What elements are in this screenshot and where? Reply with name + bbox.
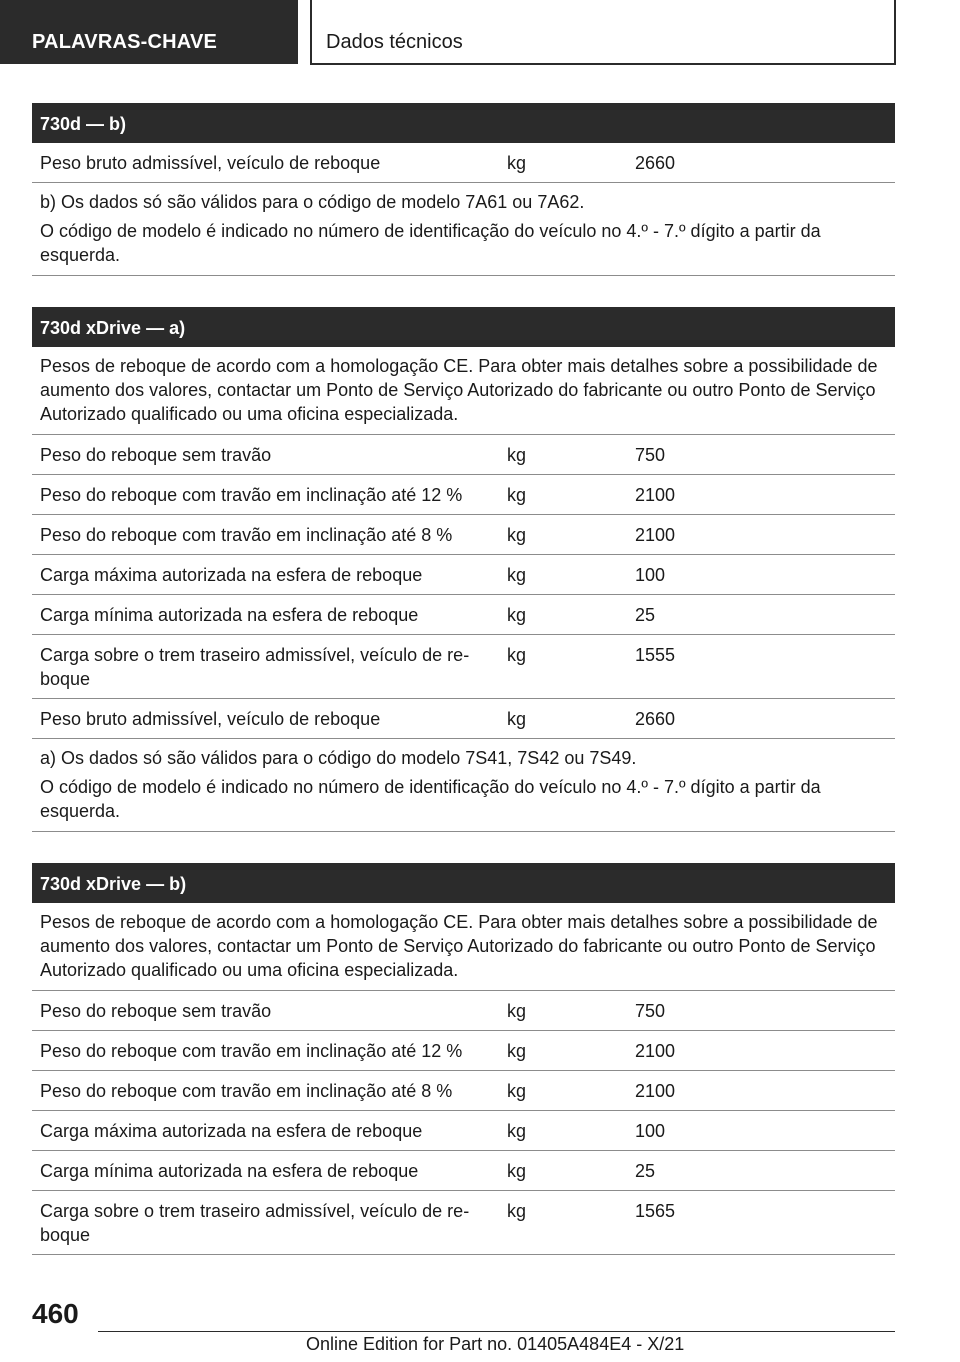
table-row [32,1191,895,1255]
section-730d-xdrive-a [32,307,895,832]
footer-divider [98,1331,895,1332]
row-label: Carga sobre o trem traseiro admissível, veículo de reboque [40,645,470,689]
row-label: Peso do reboque sem travão [40,445,272,465]
row-unit: kg [507,1161,527,1181]
row-value: 750 [635,1001,666,1021]
table-row [32,635,895,699]
row-label: Peso do reboque com travão em inclinação até 8 % [40,525,453,545]
section-notes [32,739,895,832]
row-unit: kg [507,645,527,665]
table-row [32,1071,895,1111]
row-unit: kg [507,1001,527,1021]
note-text: O código de modelo é indicado no número de identificação do veículo no 4.º - 7.º dígito a partir da esquerda. [40,221,821,265]
section-heading: 730d — b) [32,103,895,143]
row-unit: kg [507,1081,527,1101]
table-row [32,475,895,515]
row-value: 2100 [635,525,676,545]
row-value: 750 [635,445,666,465]
row-unit: kg [507,1041,527,1061]
table-row [32,143,895,183]
row-unit: kg [507,605,527,625]
section-heading: 730d xDrive — b) [32,863,895,903]
row-value: 1565 [635,1201,676,1221]
section-intro: Pesos de reboque de acordo com a homologação CE. Para obter mais detalhes sobre a possibilidade de aumento dos valores, contactar um Ponto de Serviço Autorizado do fabricante ou outro Ponto de Serviço Autorizado qualificado ou uma oficina especializada. [32,903,895,991]
row-label: Peso do reboque com travão em inclinação até 8 % [40,1081,453,1101]
row-label: Peso do reboque com travão em inclinação até 12 % [40,485,463,505]
row-unit: kg [507,525,527,545]
row-label: Peso do reboque com travão em inclinação até 12 % [40,1041,463,1061]
note-text: b) Os dados só são válidos para o código de modelo 7A61 ou 7A62. [40,192,585,212]
edition-info: Online Edition for Part no. 01405A484E4 - X/21 [306,1334,685,1354]
row-unit: kg [507,485,527,505]
table-row [32,1151,895,1191]
note-text: O código de modelo é indicado no número de identificação do veículo no 4.º - 7.º dígito a partir da esquerda. [40,777,821,821]
row-value: 100 [635,565,666,585]
row-label: Carga sobre o trem traseiro admissível, veículo de reboque [40,1201,470,1245]
row-unit: kg [507,565,527,585]
section-heading: 730d xDrive — a) [32,307,895,347]
section-notes [32,183,895,276]
row-label: Carga máxima autorizada na esfera de reboque [40,565,423,585]
row-value: 2660 [635,153,676,173]
row-label: Carga mínima autorizada na esfera de reboque [40,1161,419,1181]
row-value: 2100 [635,1081,676,1101]
section-intro: Pesos de reboque de acordo com a homologação CE. Para obter mais detalhes sobre a possibilidade de aumento dos valores, contactar um Ponto de Serviço Autorizado do fabricante ou outro Ponto de Serviço Autorizado qualificado ou uma oficina especializada. [32,347,895,435]
section-730d-xdrive-b [32,863,895,1255]
row-label: Peso bruto admissível, veículo de reboque [40,709,381,729]
row-label: Peso do reboque sem travão [40,1001,272,1021]
row-unit: kg [507,709,527,729]
table-row [32,991,895,1031]
row-unit: kg [507,445,527,465]
keywords-tab[interactable]: PALAVRAS-CHAVE [0,0,298,64]
row-value: 100 [635,1121,666,1141]
section-title-tab[interactable]: Dados técnicos [310,0,896,65]
section-730d-b [32,103,895,276]
row-value: 1555 [635,645,676,665]
page-header [0,0,960,66]
row-value: 25 [635,605,656,625]
page-number: 460 [32,1298,79,1329]
row-value: 25 [635,1161,656,1181]
table-row [32,1031,895,1071]
row-unit: kg [507,1201,527,1221]
table-row [32,435,895,475]
row-value: 2660 [635,709,676,729]
row-label: Carga mínima autorizada na esfera de reboque [40,605,419,625]
table-row [32,555,895,595]
row-label: Carga máxima autorizada na esfera de reboque [40,1121,423,1141]
table-row [32,699,895,739]
row-value: 2100 [635,485,676,505]
table-row [32,515,895,555]
table-row [32,595,895,635]
row-value: 2100 [635,1041,676,1061]
note-text: a) Os dados só são válidos para o código do modelo 7S41, 7S42 ou 7S49. [40,748,637,768]
row-label: Peso bruto admissível, veículo de reboque [40,153,381,173]
document-content [32,103,895,1286]
row-unit: kg [507,1121,527,1141]
row-unit: kg [507,153,527,173]
table-row [32,1111,895,1151]
